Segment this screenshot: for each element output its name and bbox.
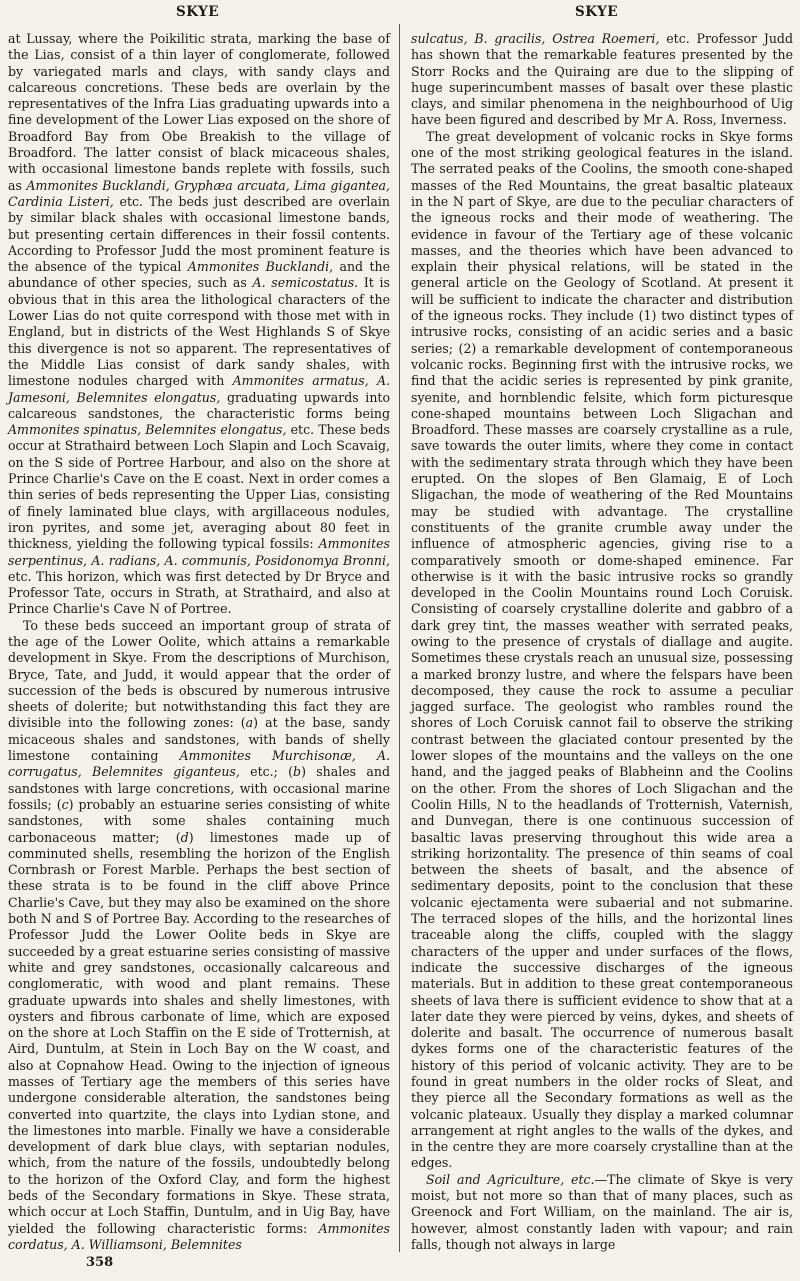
right-column (411, 31, 793, 1253)
text-run: and the abundance of other species, such as (8, 259, 391, 291)
left-column (8, 31, 390, 1253)
column-divider (399, 24, 400, 1252)
italic-text-run: d (180, 829, 189, 845)
text-run: —The climate of Skye is very moist, but not more so than that of many places, such as Greenock and Fort William, on the mainland. The air is, however, almost constantly laden with vapour; and rain falls, though not always in large (411, 1171, 793, 1252)
text-run: etc. Professor Judd has shown that the remarkable features presented by the Storr Rocks and the Quiraing are due to the slipping of huge superincumbent masses of basalt over these plastic clays, and similar phenomena in the neighbourhood of Uig have been figured and described by Mr A. Ross, Inverness. (411, 31, 793, 128)
header-left: SKYE (176, 4, 220, 20)
text-run: etc. These beds occur at Strathaird between Loch Slapin and Loch Scavaig, on the S side of Portree Harbour, and also on the shore at Prince Charlie's Cave on the E coast. Next in order comes a thin series of beds representing the Upper Lias, consisting of finely laminated blue clays, with argillaceous nodules, iron pyrites, and some jet, averaging about 80 feet in thickness, yielding the following typical fossils: (8, 422, 390, 552)
paragraph (411, 129, 793, 1172)
italic-text-run: Ammonites cordatus, A. Williamsoni, Belemnites (8, 1220, 390, 1252)
text-run: It is obvious that in this area the lithological characters of the Lower Lias do not quite correspond with those met with in England, but in districts of the West Highlands S of Skye this divergence is not so apparent. The representatives of the Middle Lias consist of dark sandy shales, with limestone nodules charged with (8, 275, 390, 389)
page-number: 358 (86, 1255, 114, 1270)
paragraph (8, 31, 390, 618)
header-right: SKYE (575, 4, 619, 20)
italic-text-run: Ammonites spinatus, Belemnites elongatus, (8, 422, 287, 438)
italic-text-run: Ammonites armatus, A. Jamesoni, Belemnites elongatus, (8, 373, 390, 405)
italic-text-run: c (61, 796, 69, 812)
text-run: The great development of volcanic rocks in Skye forms one of the most striking geological features in the island. The serrated peaks of the Coolins, the smooth cone-shaped masses of the Red Mountains, the great basaltic plateaux in the N part of Skye, are due to the peculiar characters of the igneous rocks and their mode of weathering. The evidence in favour of the Tertiary age of these volcanic masses, and the theories which have been advanced to explain their physical relations, will be stated in the general article on the Geology of Scotland. At present it will be sufficient to indicate the character and distribution of the igneous rocks. They include (1) two distinct types of intrusive rocks, consisting of an acidic series and a basic series; (2) a remarkable development of contemporaneous volcanic rocks. Beginning first with the intrusive rocks, we find that the acidic series is represented by pink granite, syenite, and hornblendic felsite, which form picturesque cone-shaped mountains between Loch Sligachan and Broadford. These masses are coarsely crystalline as a rule, save towards the outer limits, where they come in contact with the sedimentary strata through which they have been erupted. On the slopes of Ben Glamaig, E of Loch Sligachan, the mode of weathering of the Red Mountains may be studied with advantage. The crystalline constituents of the granite crumble away under the influence of atmospheric agencies, giving rise to a comparatively smooth or dome-shaped eminence. Far otherwise is it with the basic intrusive rocks so grandly developed in the Coolin Mountains round Loch Coruisk. Consisting of coarsely crystalline dolerite and gabbro of a dark grey tint, the masses weather with serrated peaks, owing to the presence of crystals of diallage and augite. Sometimes these crystals reach an unusual size, possessing a marked bronzy lustre, and where the felspars have been decomposed, they cause the rock to assume a peculiar jagged surface. The geologist who rambles round the shores of Loch Coruisk cannot fail to observe the striking contrast between the glaciated contour presented by the lower slopes of the mountains and the valleys on the one hand, and the jagged peaks of Blabheinn and the Coolins on the other. From the shores of Loch Sligachan and the Coolin Hills, N to the headlands of Trotternish, Vaternish, and Dunvegan, there is one continuous succession of basaltic lavas preserving throughout this wide area a striking horizontality. The presence of thin seams of coal between the sheets of basalt, and the absence of sedimentary deposits, point to the conclusion that these volcanic ejectamenta were subaerial and not submarine. The terraced slopes of the hills, and the horizontal lines traceable along the cliffs, coupled with the slaggy characters of the upper and under surfaces of the flows, indicate the successive discharges of the igneous materials. But in addition to these great contemporaneous sheets of lava there is sufficient evidence to show that at a later date they were pierced by veins, dykes, and sheets of dolerite and basalt. The occurrence of numerous basalt dykes forms one of the characteristic features of the history of this period of volcanic activity. They are to be found in great numbers in the older rocks of Sleat, and they pierce all the Secondary formations as well as the volcanic plateaux. Usually they display a marked columnar arrangement at right angles to the walls of the dykes, and in the centre they are more coarsely crystalline than at the edges. (411, 128, 793, 1171)
text-run: at Lussay, where the Poikilitic strata, marking the base of the Lias, consist of a thin layer of conglomerate, followed by variegated marls and clays, with sandy clays and calcareous concretions. These beds are overlain by the representatives of the Infra Lias graduating upwards into a fine development of the Lower Lias exposed on the shore of Broadford Bay from Obe Breakish to the village of Broadford. The latter consist of black micaceous shales, with occasional limestone bands replete with fossils, such as (8, 31, 390, 193)
paragraph (411, 31, 793, 129)
italic-text-run: sulcatus, B. gracilis, Ostrea Roemeri, (411, 31, 660, 46)
text-run: To these beds succeed an important group of strata of the age of the Lower Oolite, which attains a remarkable development in Skye. From the descriptions of Murchison, Bryce, Tate, and Judd, it would appear that the order of succession of the beds is obscured by numerous intrusive sheets of dolerite; but notwithstanding this fact they are divisible into the following zones: ( (8, 617, 390, 731)
text-run: etc. The beds just described are overlain by similar black shales with occasional limestone bands, but presenting certain differences in their fossil contents. According to Professor Judd the most prominent feature is the absence of the typical (8, 193, 391, 275)
paragraph (411, 1172, 793, 1253)
italic-text-run: b (293, 764, 302, 780)
italic-text-run: Ammonites Bucklandi, Gryphæa arcuata, Lima gigantea, Cardinia Listeri, (8, 177, 390, 209)
paragraph (8, 618, 390, 1254)
italic-text-run: a (245, 715, 254, 731)
italic-text-run: Ammonites Bucklandi, (187, 259, 334, 275)
text-run: ) limestones made up of comminuted shells, resembling the horizon of the English Cornbrash or Forest Marble. Perhaps the best section of these strata is to be found in the cliff above Prince Charlie's Cave, but they may also be examined on the shore both N and S of Portree Bay. According to the researches of Professor Judd the Lower Oolite beds in Skye are succeeded by a great estuarine series consisting of massive white and grey sandstones, occasionally calcareous and conglomeratic, with wood and plant remains. These graduate upwards into shales and shelly limestones, with oysters and fibrous carbonate of lime, which are exposed on the shore at Loch Staffin on the E side of Trotternish, at Aird, Duntulm, at Stein in Loch Bay on the W coast, and also at Copnahow Head. Owing to the injection of igneous masses of Tertiary age the members of this series have undergone considerable alteration, the sandstones being converted into quartzite, the clays into Lydian stone, and the limestones into marble. Finally we have a considerable development of dark blue clays, with septarian nodules, which, from the nature of the fossils, undoubtedly belong to the horizon of the Oxford Clay, and form the highest beds of the Secondary formations in Skye. These strata, which occur at Loch Staffin, Duntulm, and in Uig Bay, have yielded the following characteristic forms: (8, 829, 390, 1236)
text-run: ) probably an estuarine series consisting of white sandstones, with some shales containing much carbonaceous matter; ( (8, 796, 390, 845)
italic-text-run: Ammonites Murchisonæ, A. corrugatus, Belemnites giganteus, (8, 748, 390, 780)
text-run: etc.; ( (239, 764, 294, 780)
italic-text-run: Soil and Agriculture, etc. (426, 1171, 595, 1187)
italic-text-run: A. semicostatus. (252, 275, 359, 291)
text-run: ) shales and sandstones with large concretions, with occasional marine fossils; ( (8, 764, 390, 812)
text-run: ) at the base, sandy micaceous shales and sandstones, with bands of shelly limestone containing (8, 715, 390, 764)
text-run: etc. This horizon, which was first detected by Dr Bryce and Professor Tate, occurs in Strath, at Strathaird, and also at Prince Charlie's Cave N of Portree. (8, 568, 390, 617)
text-run: graduating upwards into calcareous sandstones, the characteristic forms being (8, 389, 390, 421)
running-header (0, 4, 800, 24)
italic-text-run: Ammonites serpentinus, A. radians, A. communis, Posidonomya Bronni, (8, 536, 390, 568)
